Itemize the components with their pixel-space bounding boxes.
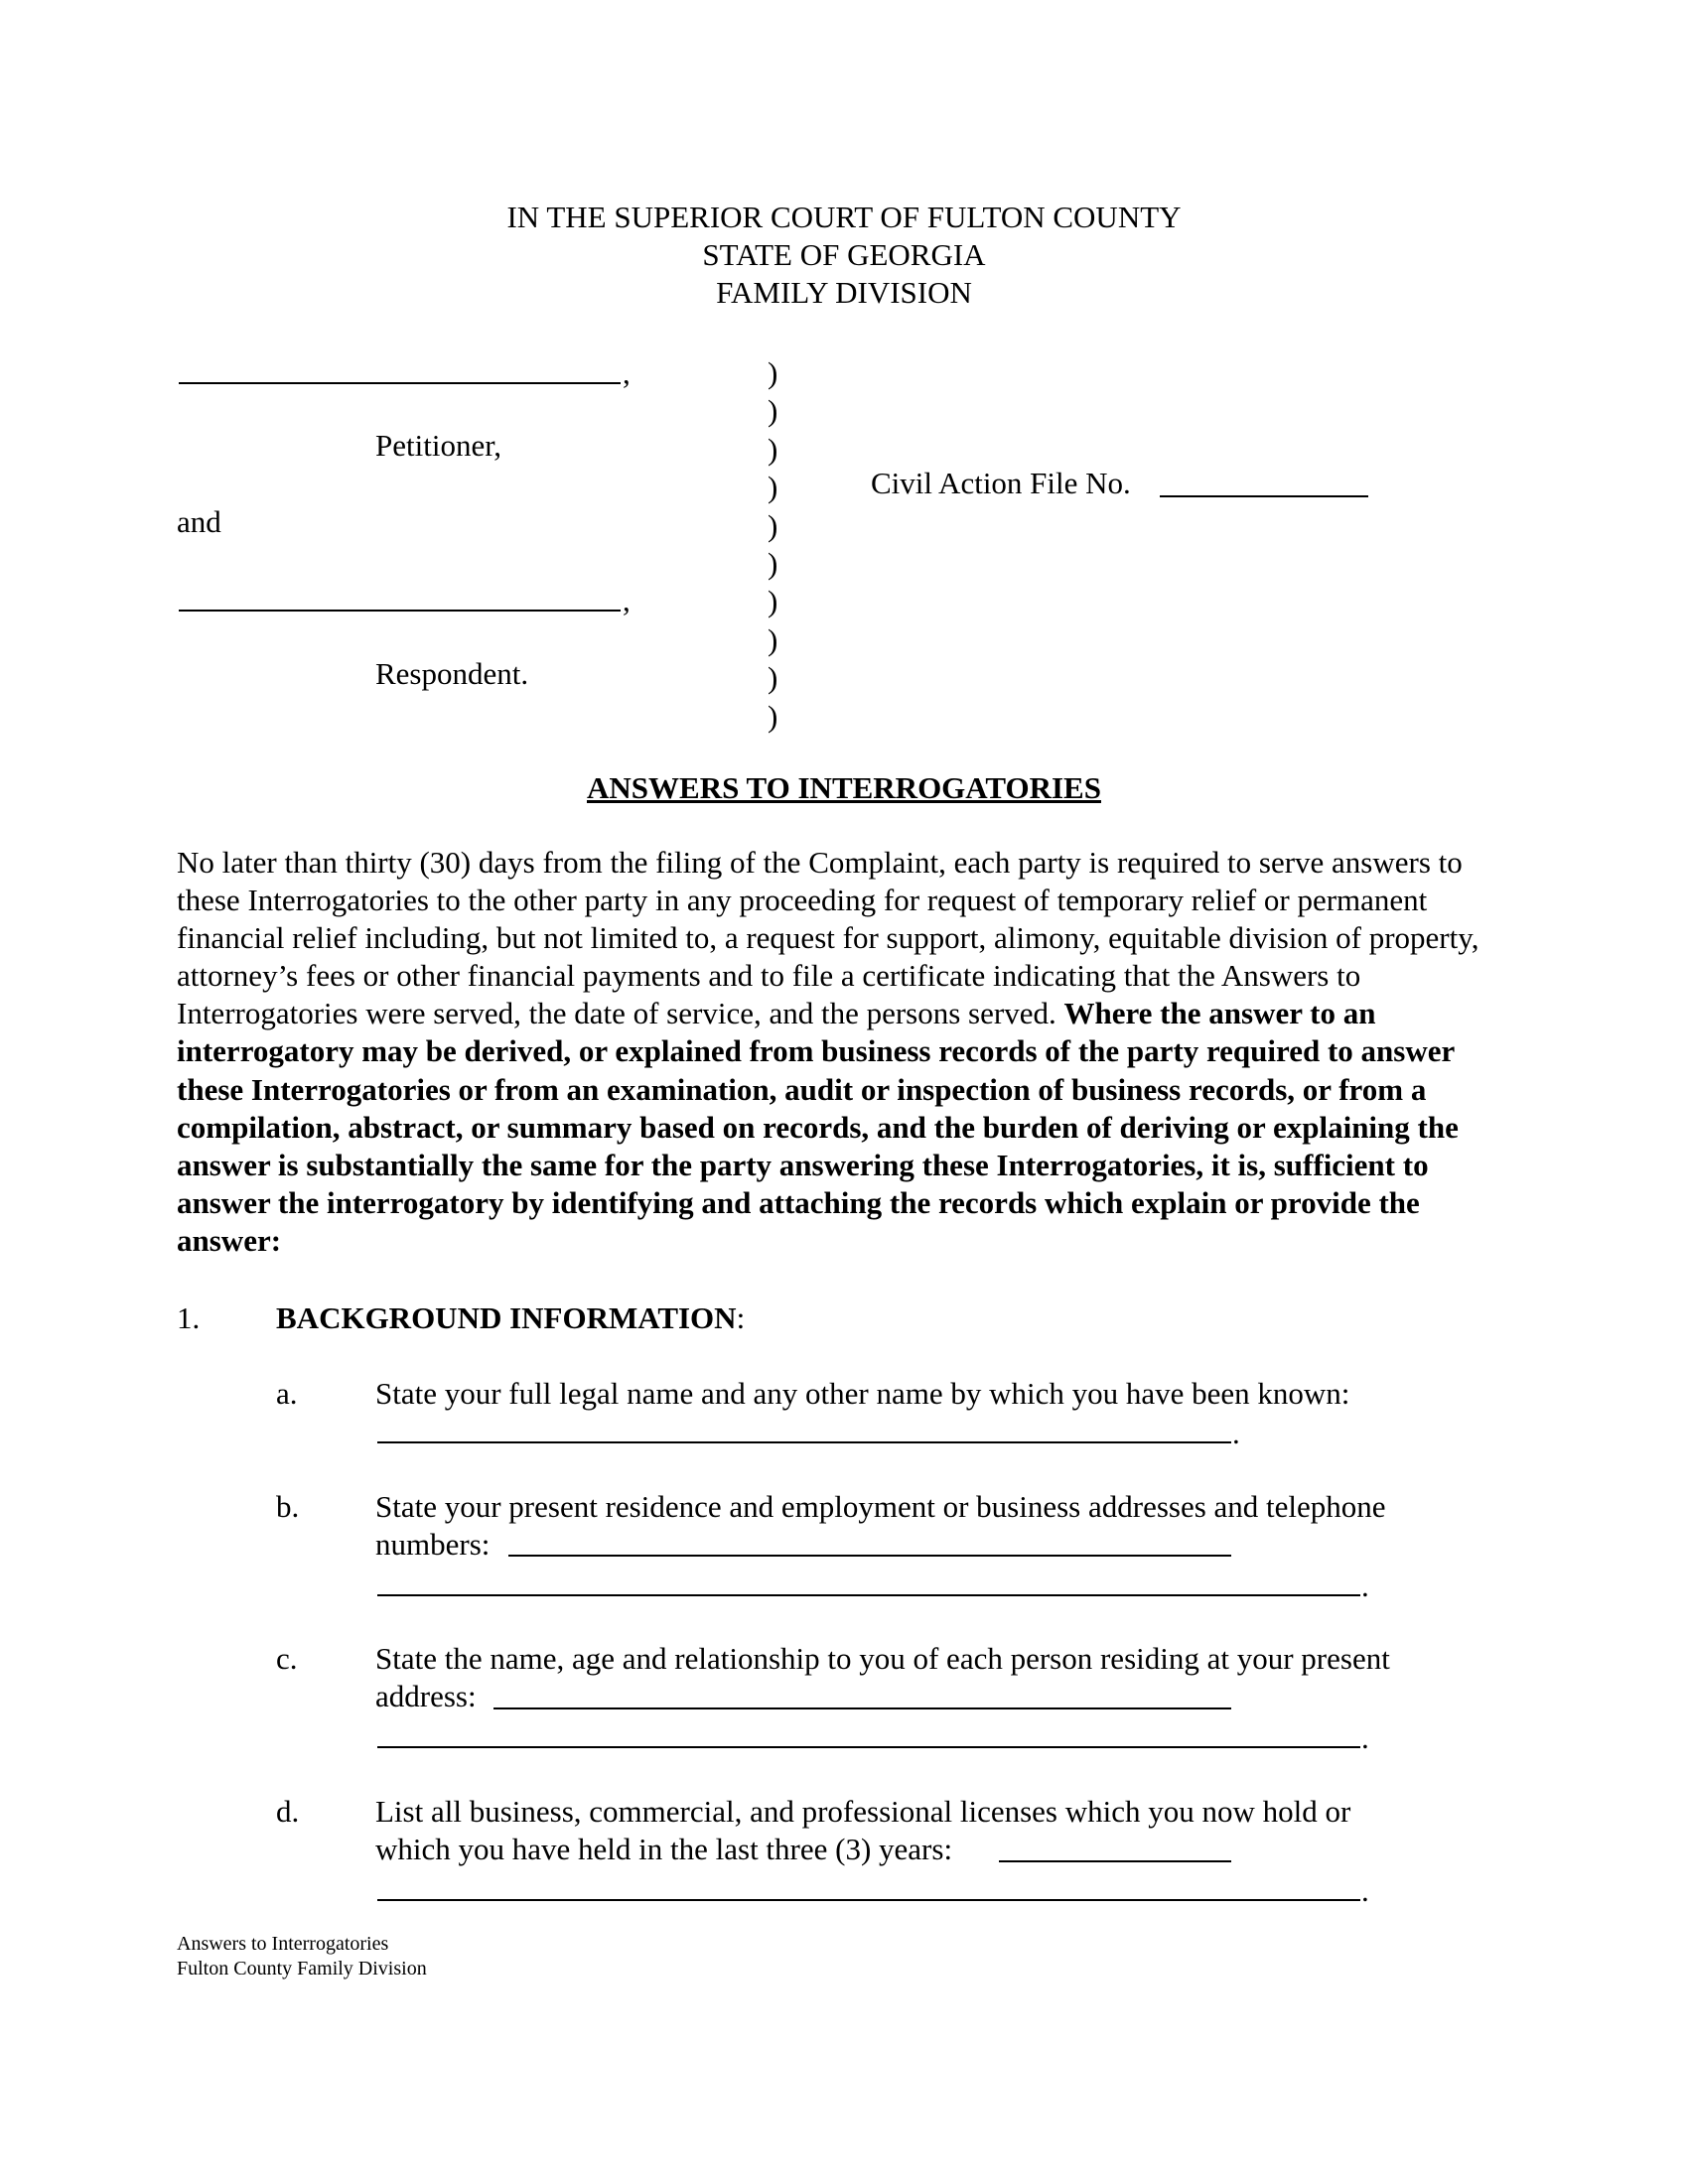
- section-title: BACKGROUND INFORMATION: [276, 1300, 737, 1335]
- question-letter: d.: [276, 1794, 300, 1829]
- question-text: State your full legal name and any other name by which you have been known:: [375, 1376, 1350, 1411]
- question-text: List all business, commercial, and professional licenses which you now hold or: [375, 1794, 1351, 1829]
- instructions-text: No later than thirty (30) days from the filing of the Complaint, each party is required to serve answers to these Interrogatories to the other party in any proceeding for request of temporary relief or permanent financial relief including, but not limited to, a request for support, alimony, equitable division of property, attorney’s fees or other financial payments and to file a certificate indicating that the Answers to Interrogatories were served, the date of service, and the persons served.: [177, 845, 1479, 1031]
- petitioner-label: Petitioner,: [375, 428, 502, 463]
- file-number-label: Civil Action File No.: [871, 466, 1131, 500]
- instructions-paragraph: [177, 844, 1517, 1260]
- section-title-wrap: [276, 1299, 745, 1337]
- and-label: and: [177, 504, 221, 539]
- answer-line[interactable]: [493, 1707, 1231, 1709]
- question-letter: b.: [276, 1489, 300, 1524]
- file-number-line[interactable]: [1160, 495, 1368, 497]
- caption-paren: ): [768, 622, 778, 657]
- question-text-continued: numbers:: [375, 1527, 491, 1562]
- question-letter: a.: [276, 1376, 298, 1411]
- answer-line[interactable]: [377, 1746, 1360, 1748]
- answer-line[interactable]: [377, 1899, 1360, 1901]
- answer-line[interactable]: [508, 1555, 1231, 1557]
- answer-period: .: [1361, 1720, 1369, 1755]
- respondent-comma: ,: [623, 583, 631, 617]
- footer-document-name: Answers to Interrogatories: [177, 1933, 389, 1955]
- caption-paren: ): [768, 432, 778, 467]
- caption-paren: ): [768, 546, 778, 581]
- respondent-label: Respondent.: [375, 656, 529, 691]
- caption-paren: ): [768, 470, 778, 504]
- caption-paren: ): [768, 355, 778, 390]
- caption-paren: ): [768, 508, 778, 543]
- answer-period: .: [1361, 1569, 1369, 1603]
- caption-paren: ): [768, 584, 778, 618]
- question-text-continued: address:: [375, 1679, 477, 1713]
- instructions-bold-text: Where the answer to an interrogatory may be derived, or explained from business records of the party required to answer these Interrogatories or from an examination, audit or inspection of business records, or from a compilation, abstract, or summary based on records, and the burden of deriving or explaining the answer is substantially the same for the party answering these Interrogatories, it is, sufficient to answer the interrogatory by identifying and attaching the records which explain or provide the answer:: [177, 996, 1459, 1258]
- question-text: State your present residence and employment or business addresses and telephone: [375, 1489, 1386, 1524]
- answer-line[interactable]: [999, 1860, 1231, 1862]
- answer-period: .: [1232, 1416, 1240, 1450]
- document-title: ANSWERS TO INTERROGATORIES: [587, 770, 1101, 805]
- section-number: 1.: [177, 1300, 201, 1335]
- question-text-continued: which you have held in the last three (3) years:: [375, 1832, 953, 1866]
- question-text: State the name, age and relationship to you of each person residing at your present: [375, 1641, 1390, 1676]
- section-colon: :: [736, 1300, 746, 1335]
- answer-period: .: [1361, 1873, 1369, 1908]
- caption-paren: ): [768, 660, 778, 695]
- division-name: FAMILY DIVISION: [716, 275, 972, 310]
- petitioner-name-line[interactable]: [179, 382, 621, 384]
- question-letter: c.: [276, 1641, 298, 1676]
- caption-paren: ): [768, 699, 778, 734]
- petitioner-comma: ,: [623, 355, 631, 390]
- respondent-name-line[interactable]: [179, 610, 621, 612]
- state-name: STATE OF GEORGIA: [702, 237, 986, 272]
- court-name: IN THE SUPERIOR COURT OF FULTON COUNTY: [506, 200, 1182, 234]
- footer-division-name: Fulton County Family Division: [177, 1958, 427, 1979]
- answer-line[interactable]: [377, 1441, 1231, 1443]
- caption-paren: ): [768, 393, 778, 428]
- answer-line[interactable]: [377, 1594, 1360, 1596]
